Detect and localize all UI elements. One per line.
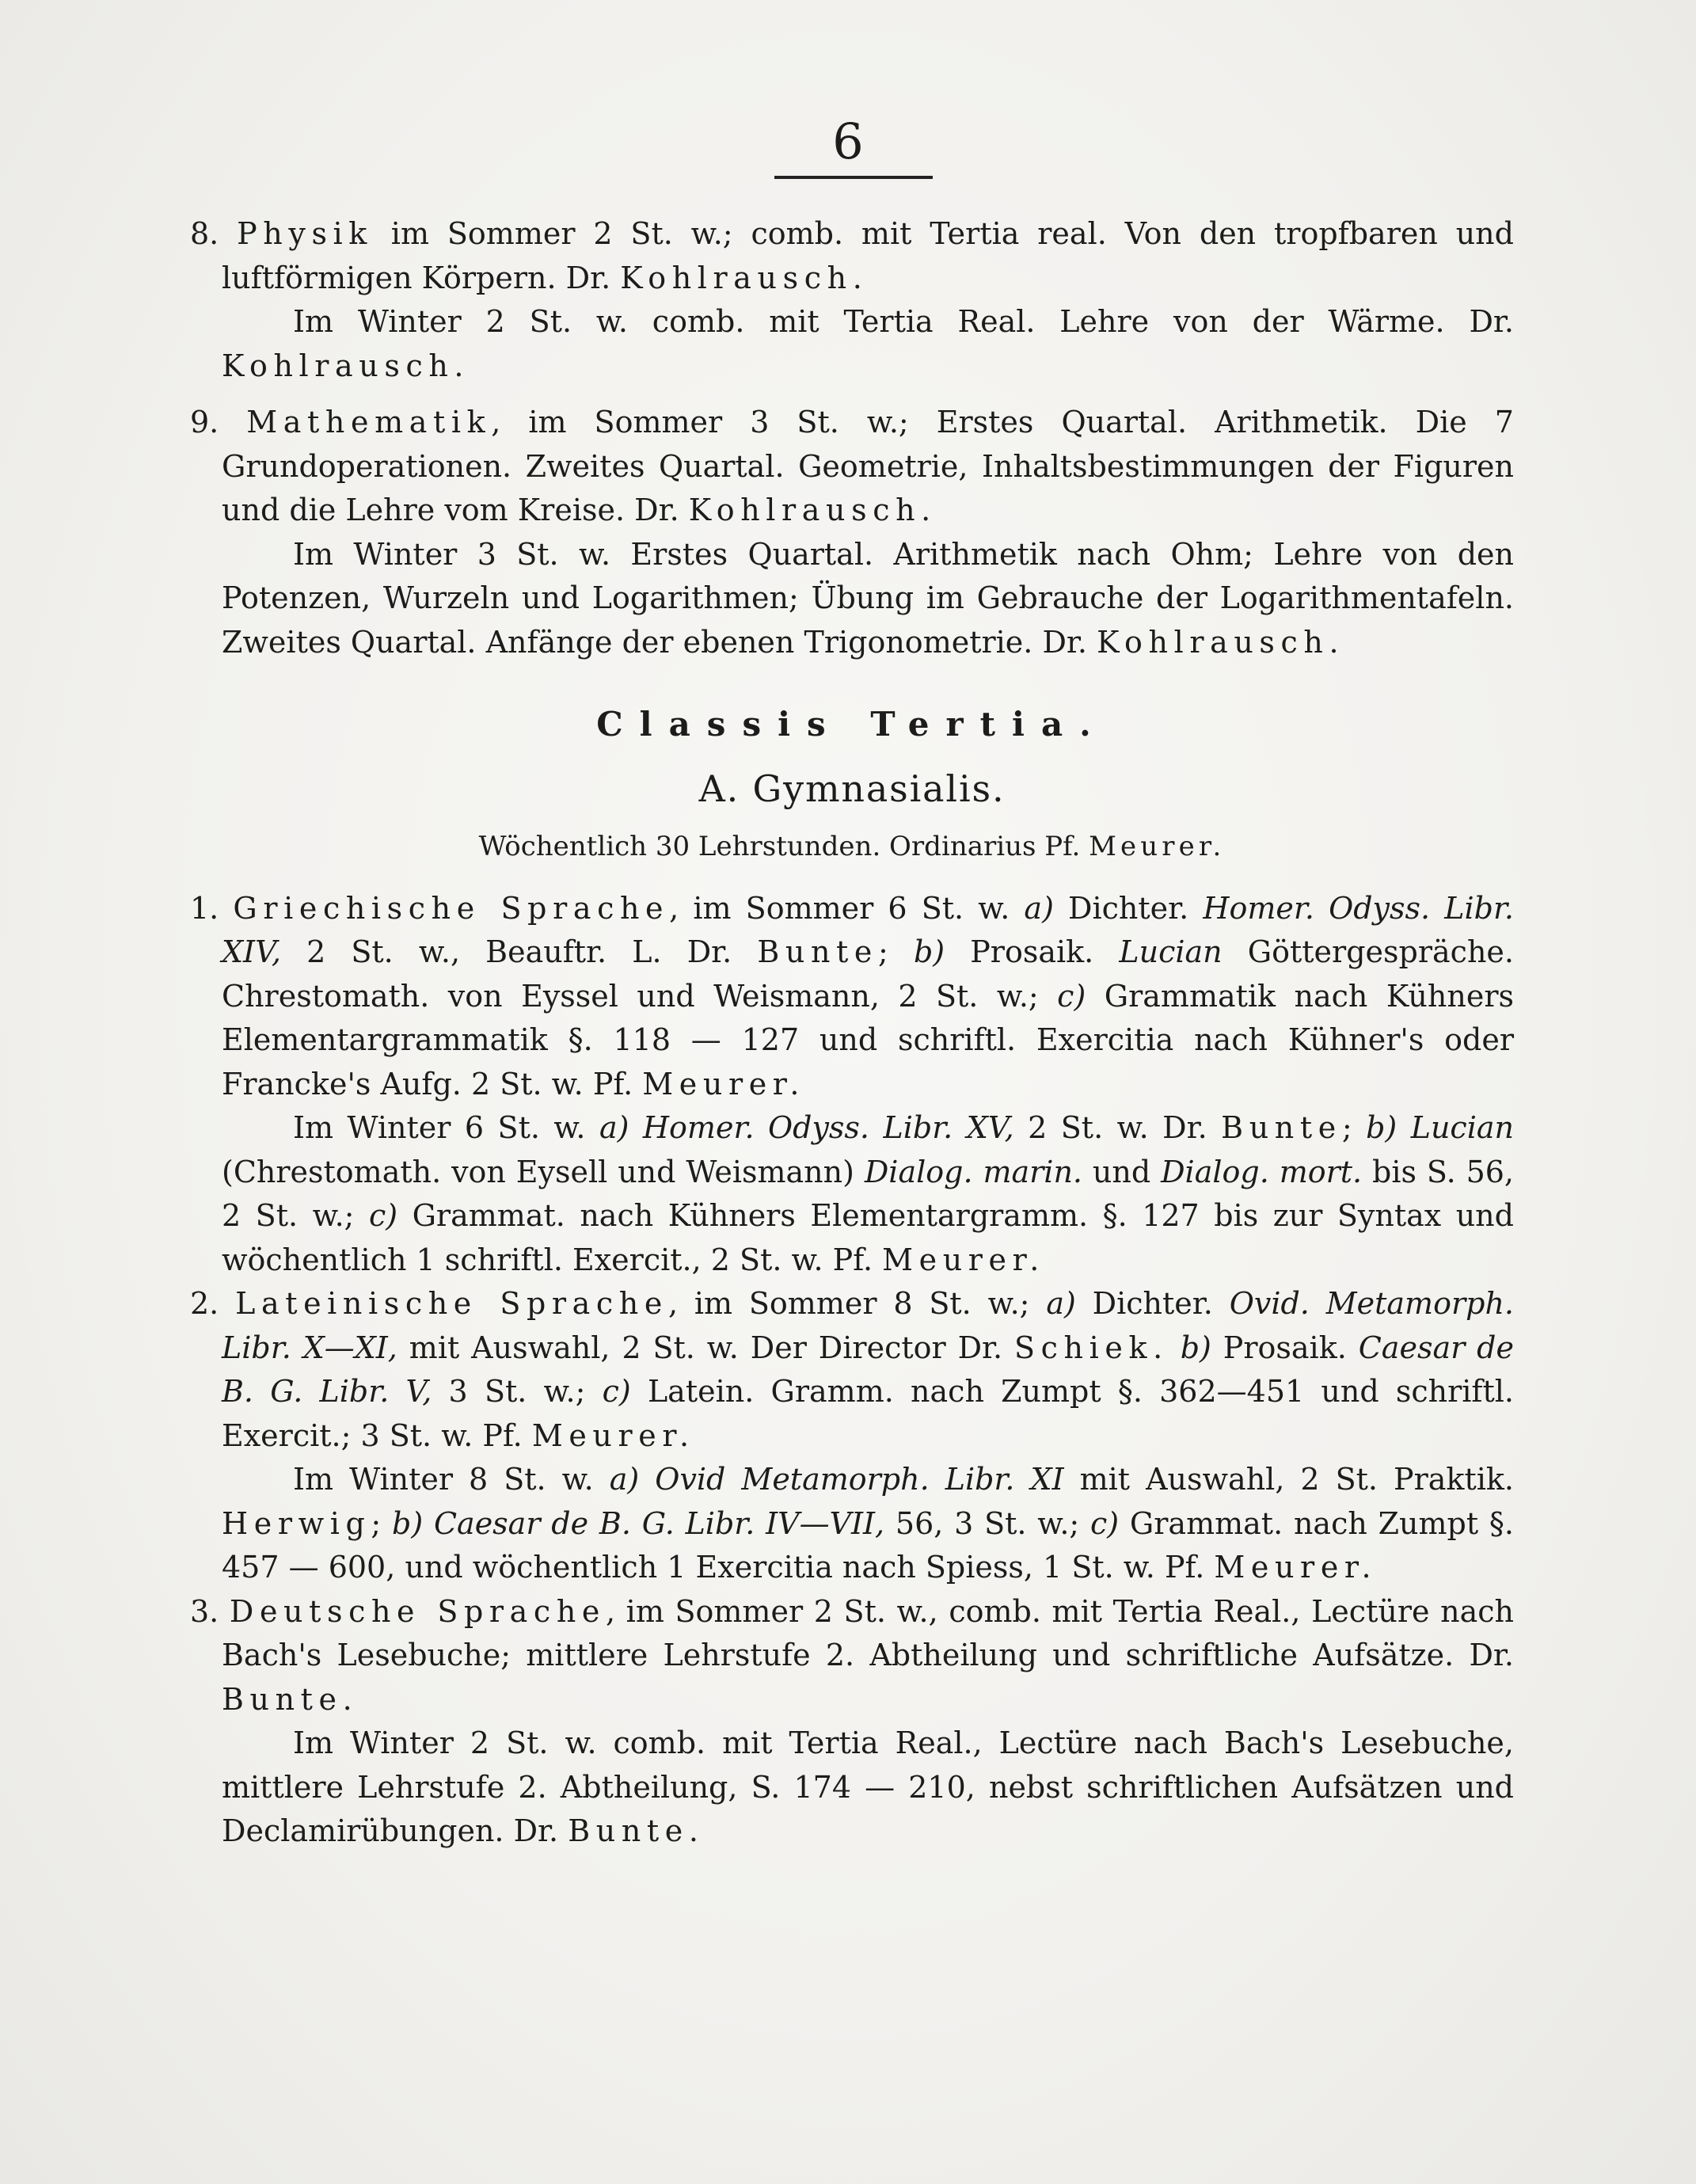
- work-title: Lucian: [1119, 934, 1223, 969]
- text-run: Grammat. nach Kühners Elementargramm. §. 127 bis zur Syntax und wöchentlich 1 schriftl. Exercit., 2 St. w. Pf.: [222, 1198, 1514, 1277]
- text-run: Göttergespräche. Chrestomath. von Eyssel und Weismann, 2 St. w.;: [222, 934, 1514, 1014]
- teacher-name: Kohlrausch.: [222, 348, 470, 383]
- text-run: Grammat. nach Zumpt §. 457 — 600, und wöchentlich 1 Exercitia nach Spiess, 1 St. w. Pf.: [222, 1505, 1514, 1585]
- text-run: und: [1082, 1154, 1162, 1189]
- teacher-name: Kohlrausch.: [620, 260, 869, 295]
- latein-winter-paragraph: [190, 1458, 1514, 1590]
- list-marker: a): [1024, 890, 1054, 926]
- subject-physik: Physik: [237, 216, 373, 251]
- text-run: 3 St. w.;: [432, 1374, 603, 1409]
- griechisch-winter-paragraph: [190, 1106, 1514, 1282]
- list-marker: a): [1046, 1286, 1076, 1321]
- text-run: ;: [371, 1505, 393, 1541]
- item-number: 2.: [190, 1286, 219, 1321]
- list-marker: b): [913, 934, 945, 969]
- item-number: 8.: [190, 216, 219, 251]
- text-run: Prosaik.: [945, 934, 1120, 969]
- teacher-name: Kohlrausch.: [1097, 624, 1345, 660]
- text-run: 2 St. w., Beauftr. L. Dr.: [280, 934, 758, 969]
- text-run: , im Sommer 2 St. w., comb. mit Tertia Real., Lectüre nach Bach's Lesebuche; mittlere Lehrstufe 2. Abtheilung und schriftliche Aufsätze. Dr.: [222, 1593, 1514, 1672]
- teacher-name: Bunte.: [568, 1813, 705, 1848]
- info-text: Wöchentlich 30 Lehrstunden. Ordinarius Pf.: [478, 831, 1089, 862]
- work-title: Homer. Odyss. Libr. XIV,: [222, 890, 1515, 969]
- text-run: Im Winter 2 St. w. comb. mit Tertia Real., Lectüre nach Bach's Lesebuche, mittlere Lehrstufe 2. Abtheilung, S. 174 — 210, nebst schriftlichen Aufsätzen und Declamirübungen. Dr.: [222, 1726, 1514, 1848]
- teacher-name: Schiek.: [1014, 1330, 1169, 1365]
- text-run: Dichter.: [1053, 890, 1204, 926]
- physik-summer-text: im Sommer 2 St. w.; comb. mit Tertia real. Von den tropfbaren und luftförmigen Körpern. Dr.: [222, 216, 1514, 295]
- teacher-name: Herwig: [222, 1505, 371, 1541]
- mathematik-winter-paragraph: [190, 533, 1514, 665]
- mathematik-winter-text: Im Winter 3 St. w. Erstes Quartal. Arithmetik nach Ohm; Lehre von den Potenzen, Wurzeln und Logarithmen; Übung im Gebrauche der Logarithmentafeln. Zweites Quartal. Anfänge der ebenen Trigonometrie. Dr.: [222, 536, 1514, 660]
- list-marker: c): [602, 1374, 631, 1409]
- work-title: a) Homer. Odyss. Libr. XV,: [599, 1110, 1014, 1145]
- work-title: b) Caesar de B. G. Libr. IV—VII,: [392, 1505, 885, 1541]
- page-content: [190, 212, 1514, 1854]
- list-marker: c): [368, 1198, 398, 1233]
- text-run: (Chrestomath. von Eysell und Weismann): [222, 1154, 865, 1189]
- item-number: 3.: [190, 1593, 219, 1629]
- text-run: Dichter.: [1075, 1286, 1230, 1321]
- list-marker: b): [1180, 1330, 1211, 1365]
- teacher-name: Meurer.: [642, 1066, 806, 1102]
- list-marker: c): [1057, 978, 1086, 1014]
- item-number: 9.: [190, 405, 219, 439]
- deutsch-winter-paragraph: [190, 1722, 1514, 1854]
- subject-griechisch: Griechische Sprache: [233, 890, 670, 926]
- subject-deutsch: Deutsche Sprache: [229, 1593, 606, 1629]
- work-title: b) Lucian: [1366, 1110, 1514, 1145]
- physik-winter-text: Im Winter 2 St. w. comb. mit Tertia Real. Lehre von der Wärme. Dr.: [293, 304, 1514, 339]
- teacher-name: Kohlrausch.: [688, 493, 937, 527]
- list-marker: c): [1090, 1505, 1120, 1541]
- text-run: Prosaik.: [1211, 1330, 1359, 1365]
- subject-mathematik: Mathematik: [246, 405, 492, 439]
- text-run: mit Auswahl, 2 St. w. Der Director Dr.: [397, 1330, 1015, 1365]
- section-title-classis-tertia: Classis Tertia.: [596, 705, 1108, 744]
- teacher-name: Bunte.: [222, 1681, 359, 1717]
- physik-winter-paragraph: [190, 300, 1514, 388]
- text-run: Grammatik nach Kühners Elementargrammatik §. 118 — 127 und schriftl. Exercitia nach Kühner's oder Francke's Aufg. 2 St. w. Pf.: [222, 978, 1514, 1102]
- ordinarius-name: Meurer.: [1089, 831, 1226, 862]
- subject-latein: Lateinische Sprache: [235, 1286, 668, 1321]
- text-run: bis S. 56, 2 St. w.;: [222, 1154, 1515, 1233]
- text-run: ;: [878, 934, 914, 969]
- text-run: Latein. Gramm. nach Zumpt §. 362—451 und schriftl. Exercit.; 3 St. w. Pf.: [222, 1374, 1514, 1453]
- mathematik-summer-paragraph: [190, 401, 1514, 533]
- teacher-name: Bunte: [1221, 1110, 1342, 1145]
- text-run: [1169, 1330, 1181, 1365]
- text-run: mit Auswahl, 2 St. Praktik.: [1063, 1462, 1514, 1497]
- text-run: , im Sommer 8 St. w.;: [667, 1286, 1047, 1321]
- text-run: 56, 3 St. w.;: [884, 1505, 1090, 1541]
- work-title: Caesar de B. G. Libr. V,: [222, 1330, 1514, 1409]
- griechisch-summer-paragraph: [190, 887, 1514, 1107]
- page-number-rule: [774, 176, 933, 179]
- teacher-name: Meurer.: [882, 1242, 1045, 1277]
- weekly-hours-info: [190, 825, 1514, 869]
- text-run: Im Winter 6 St. w.: [293, 1110, 599, 1145]
- work-title: Ovid. Metamorph. Libr. X—XI,: [222, 1286, 1514, 1365]
- text-run: , im Sommer 6 St. w.: [669, 890, 1025, 926]
- page-number: 6: [832, 112, 864, 170]
- deutsch-summer-paragraph: [190, 1590, 1514, 1722]
- teacher-name: Meurer.: [531, 1417, 695, 1453]
- text-run: Im Winter 8 St. w.: [293, 1462, 610, 1497]
- mathematik-summer-text: , im Sommer 3 St. w.; Erstes Quartal. Arithmetik. Die 7 Grundoperationen. Zweites Quartal. Geometrie, Inhaltsbestimmungen der Figuren und die Lehre vom Kreise. Dr.: [222, 405, 1514, 527]
- work-title: Dialog. marin.: [864, 1154, 1083, 1189]
- text-run: ;: [1341, 1110, 1367, 1145]
- work-title: Dialog. mort.: [1161, 1154, 1363, 1189]
- teacher-name: Bunte: [757, 934, 878, 969]
- text-run: 2 St. w. Dr.: [1013, 1110, 1222, 1145]
- physik-summer-paragraph: [190, 212, 1514, 300]
- subsection-title-gymnasialis: A. Gymnasialis.: [698, 767, 1006, 810]
- item-number: 1.: [190, 890, 219, 926]
- work-title: a) Ovid Metamorph. Libr. XI: [609, 1462, 1064, 1497]
- teacher-name: Meurer.: [1214, 1550, 1378, 1585]
- latein-summer-paragraph: [190, 1282, 1514, 1458]
